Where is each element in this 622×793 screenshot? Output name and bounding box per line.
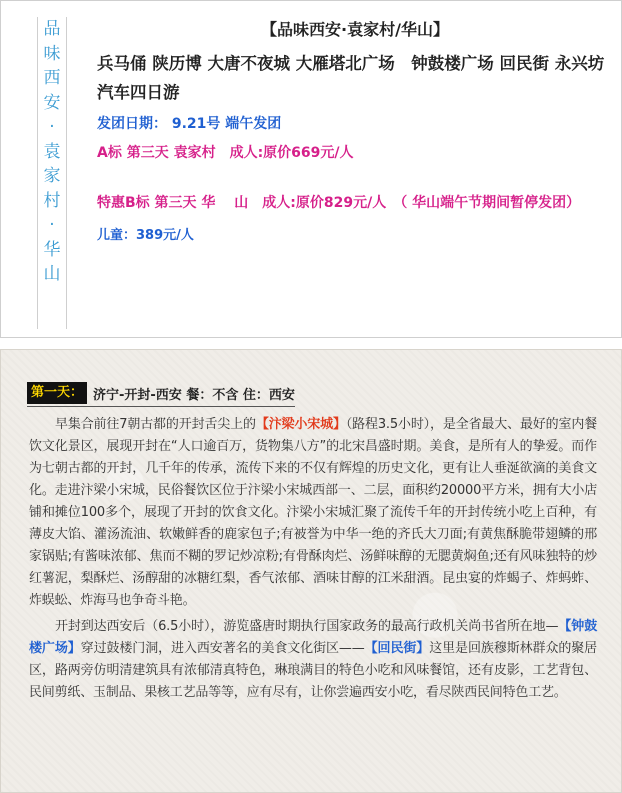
tour-header-card [0,0,622,338]
tour-title: 【品味西安·袁家村/华山】 [261,20,449,39]
para-text: （路程3.5小时），是全省最大、最好的室内餐饮文化景区，展现开封在“人口逾百万，货物集八方”的北宋昌盛时期。美食，是所有人的挚爱。而作为七朝古都的开封，几千年的传承，流传下来的不仅有辉煌的历史文化，更有让人垂涎欲滴的美食文化。走进汴梁小宋城，民俗餐饮区位于汴梁小宋城西部一、二层，面积约20000平方米，拥有大小店铺和摊位100多个，展现了开封的饮食文化。汴梁小宋城汇聚了流传千年的开封传统小吃上百种，有薄皮大馅、灌汤流油、软嫩鲜香的鹿家包子;有被誉为中华一绝的齐氏大刀面;有黄焦酥脆带翅鳞的邢家锅贴;有酱味浓郁、焦而不糊的罗记炒凉粉;有骨酥肉烂、汤鲜味醇的无腮黄焖鱼;还有风味独特的炒红薯泥，梨酥烂、汤醇甜的冰糖红梨，香气浓郁、酒味甘醇的江米甜酒。昆虫宴的炸蝎子、炸蚂蚱、炸蜈蚣、炸海马也争奇斗艳。 [29,417,598,608]
para-text: 这里是回族穆斯林群众的聚居区，路两旁仿明清建筑具有浓郁清真特色，琳琅满目的特色小吃和风味餐馆，还有皮影，工艺背包、民间剪纸、玉制品、果核工艺品等等，应有尽有，让你尝遍西安小吃，看尽陕西民间特色工艺。 [29,641,597,700]
vertical-char: 味 [43,43,61,64]
child-price: 儿童：389元/人 [97,228,194,243]
paragraph-day1-morning [29,414,597,612]
tour-route: 兵马俑 陕历博 大唐不夜城 大雁塔北广场 钟鼓楼广场 回民街 永兴坊 汽车四日游 [97,54,605,102]
vertical-char: · [49,215,55,235]
vertical-char: 袁 [43,141,61,162]
vertical-char: 家 [43,166,61,186]
para-text: 穿过鼓楼门洞，进入西安著名的美食文化街区—— [80,641,365,656]
departure-date: 发团日期： 9.21号 端午发团 [97,116,282,132]
day-route: 济宁-开封-西安 餐：不含 住：西安 [93,387,295,403]
day-heading [27,382,295,407]
paragraph-day1-evening [29,616,597,704]
vertical-char: 安 [43,92,61,113]
vertical-char: 山 [43,264,61,284]
vertical-char: 村 [43,190,61,211]
day-badge: 第一天： [27,382,87,404]
itinerary-body [29,414,597,704]
vertical-char: 华 [43,239,61,260]
vertical-char: 品 [43,19,61,39]
highlight-attraction: 【钟鼓楼广场】 [29,619,597,656]
para-text: 开封到达西安后（6.5小时），游览盛唐时期执行国家政务的最高行政机关尚书省所在地— [55,619,559,634]
vertical-title-strip [37,17,67,329]
highlight-attraction: 【回民街】 [364,641,430,656]
price-option-b: 特惠B标 第三天 华 山 成人:原价829元/人 （ 华山端午节期间暂停发团） [97,195,581,211]
itinerary-section [0,349,622,793]
highlight-attraction: 【汴梁小宋城】 [255,417,346,432]
price-option-a: A标 第三天 袁家村 成人:原价669元/人 [97,145,354,161]
para-text: 早集合前往7朝古都的开封舌尖上的 [55,417,256,432]
vertical-char: 西 [43,68,61,88]
tour-summary [97,17,613,247]
vertical-char: · [49,117,55,137]
